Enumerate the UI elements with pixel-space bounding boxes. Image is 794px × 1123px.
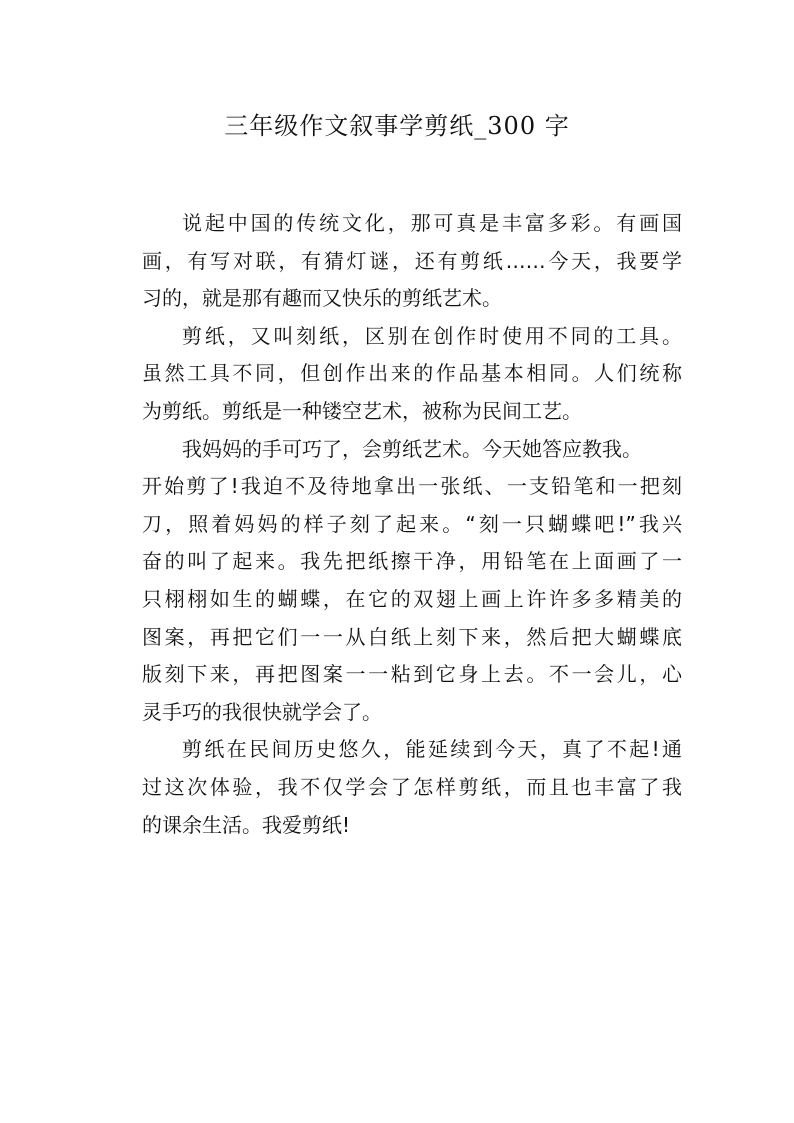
text-line: 虽然工具不同，但创作出来的作品基本相同。人们统称 bbox=[142, 361, 682, 386]
text-line: 画，有写对联，有猜灯谜，还有剪纸……今天，我要学 bbox=[142, 248, 682, 273]
text-line: 剪纸，又叫刻纸，区别在创作时使用不同的工具。 bbox=[182, 323, 682, 348]
text-line: 的课余生活。我爱剪纸! bbox=[142, 812, 351, 837]
text-line: 版刻下来，再把图案一一粘到它身上去。不一会儿，心 bbox=[142, 662, 682, 687]
text-line: 说起中国的传统文化，那可真是丰富多彩。有画国 bbox=[182, 211, 682, 235]
text-line: 灵手巧的我很快就学会了。 bbox=[142, 699, 382, 724]
text-line: 只栩栩如生的蝴蝶，在它的双翅上画上许许多多精美的 bbox=[142, 586, 682, 611]
document-title: 三年级作文叙事学剪纸_300 字 bbox=[224, 112, 570, 140]
text-line: 开始剪了!我迫不及待地拿出一张纸、一支铅笔和一把刻 bbox=[142, 474, 682, 499]
text-line: 奋的叫了起来。我先把纸擦干净，用铅笔在上面画了一 bbox=[142, 549, 682, 574]
text-line: 图案，再把它们一一从白纸上刻下来，然后把大蝴蝶底 bbox=[142, 624, 682, 649]
text-line: 剪纸在民间历史悠久，能延续到今天，真了不起!通 bbox=[182, 737, 682, 762]
document-body bbox=[142, 205, 682, 844]
text-line: 为剪纸。剪纸是一种镂空艺术，被称为民间工艺。 bbox=[142, 398, 582, 423]
text-line: 我妈妈的手可巧了，会剪纸艺术。今天她答应教我。 bbox=[182, 436, 642, 461]
text-line: 习的，就是那有趣而又快乐的剪纸艺术。 bbox=[142, 286, 502, 311]
text-line: 刀，照着妈妈的样子刻了起来。“刻一只蝴蝶吧!”我兴 bbox=[142, 511, 682, 536]
text-line: 过这次体验，我不仅学会了怎样剪纸，而且也丰富了我 bbox=[142, 774, 682, 799]
